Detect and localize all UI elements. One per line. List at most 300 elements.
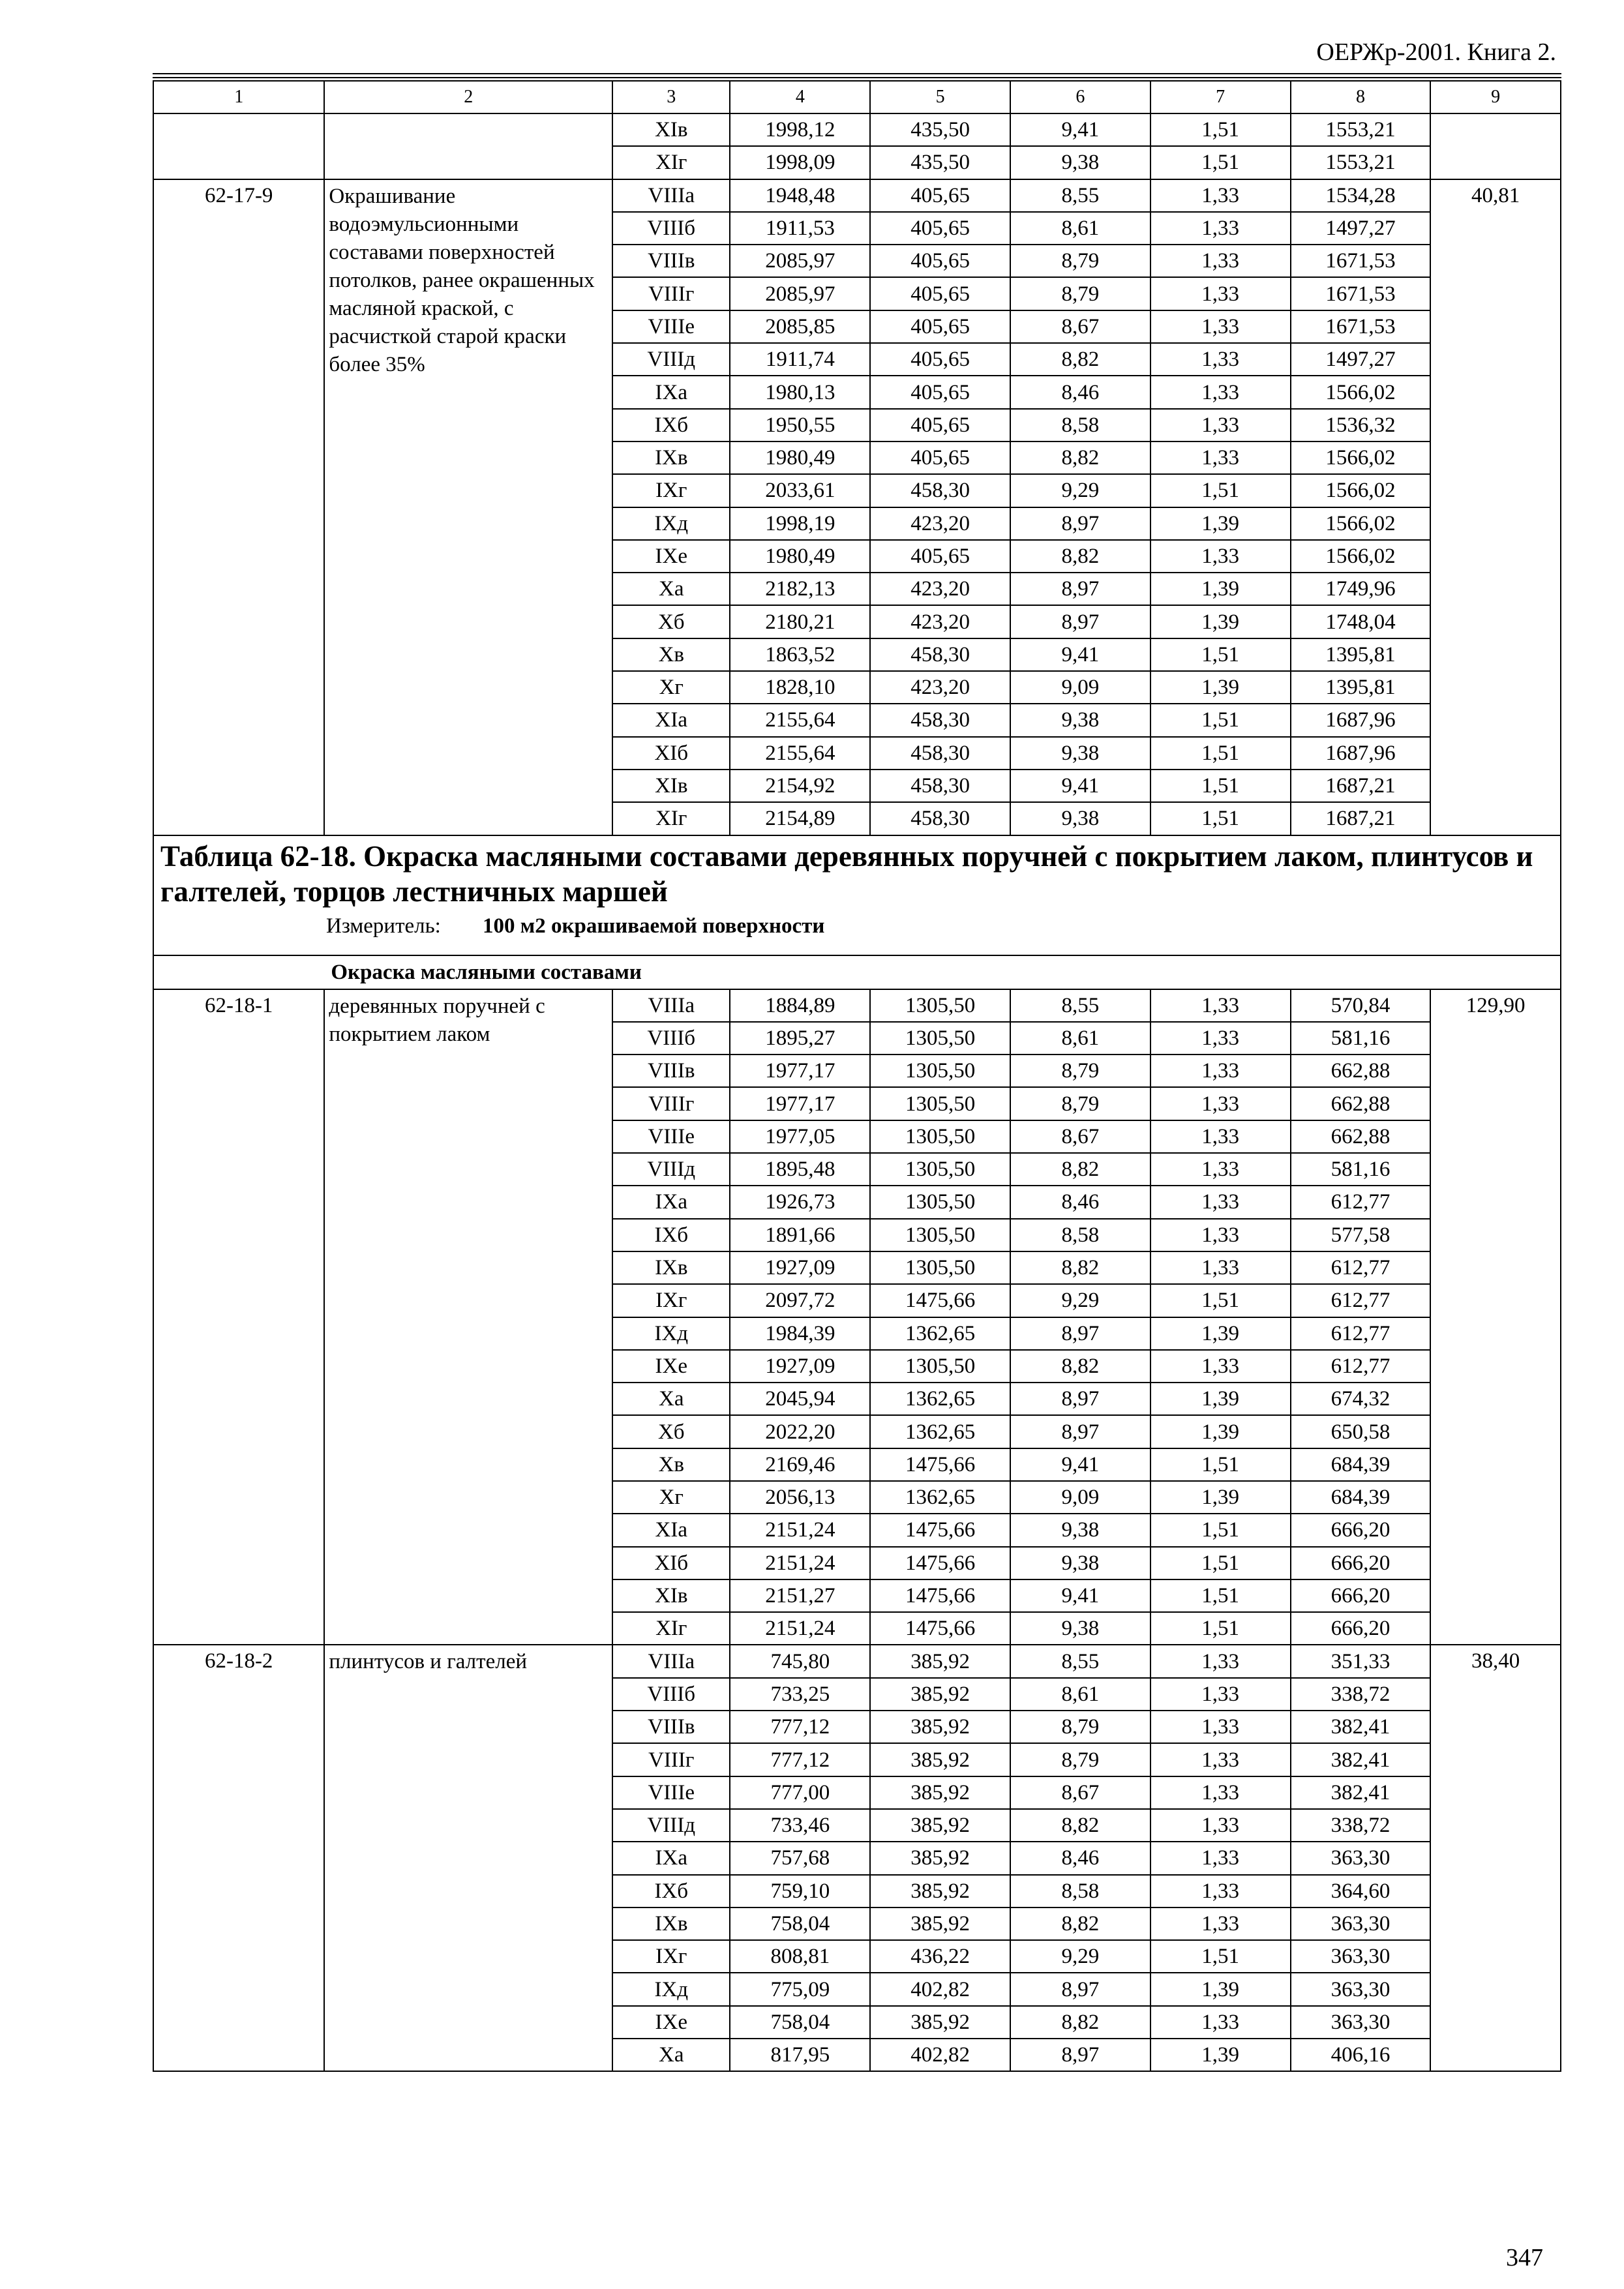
value-cell: 8,79 <box>1010 1743 1150 1776</box>
value-cell: 1,33 <box>1150 1743 1291 1776</box>
value-cell: 1305,50 <box>870 1087 1010 1120</box>
value-cell: 8,58 <box>1010 1219 1150 1251</box>
value-cell: 2045,94 <box>730 1383 870 1415</box>
zone-cell: VIIIв <box>612 1711 730 1743</box>
code-cell: 62-17-9 <box>153 179 324 835</box>
value-cell: 9,09 <box>1010 671 1150 704</box>
section-spacer <box>153 955 324 989</box>
value-cell: 2085,97 <box>730 277 870 310</box>
zone-cell: XIб <box>612 1547 730 1579</box>
value-cell: 405,65 <box>870 277 1010 310</box>
zone-cell: XIб <box>612 737 730 770</box>
value-cell: 385,92 <box>870 1809 1010 1842</box>
column-number: 5 <box>870 81 1010 113</box>
value-cell: 2097,72 <box>730 1284 870 1317</box>
value-cell: 650,58 <box>1291 1415 1431 1448</box>
value-cell: 8,82 <box>1010 1908 1150 1940</box>
value-cell: 1980,13 <box>730 376 870 408</box>
zone-cell: VIIIб <box>612 1678 730 1711</box>
value-cell: 9,29 <box>1010 1940 1150 1973</box>
table-title: Таблица 62-18. Окраска масляными составами деревянных поручней с покрытием лаком, плинтусов и галтелей, торцов лестничных маршей <box>160 839 1533 908</box>
value-cell: 1950,55 <box>730 409 870 441</box>
zone-cell: Xг <box>612 671 730 704</box>
value-cell: 2182,13 <box>730 573 870 605</box>
value-cell: 1927,09 <box>730 1251 870 1284</box>
value-cell: 1,51 <box>1150 1448 1291 1481</box>
value-cell: 1,51 <box>1150 1612 1291 1645</box>
value-cell: 405,65 <box>870 540 1010 573</box>
value-cell: 1671,53 <box>1291 277 1431 310</box>
zone-cell: XIа <box>612 704 730 736</box>
value-cell: 1671,53 <box>1291 245 1431 277</box>
name-cell: Окрашивание водоэмульсионными составами поверхностей потолков, ранее окрашенных масляной краской, с расчисткой старой краски более 35% <box>324 179 612 835</box>
value-cell: 1,33 <box>1150 1809 1291 1842</box>
value-cell: 423,20 <box>870 507 1010 540</box>
value-cell: 8,79 <box>1010 1711 1150 1743</box>
value-cell: 8,55 <box>1010 1645 1150 1677</box>
zone-cell: Xа <box>612 2039 730 2071</box>
value-cell: 759,10 <box>730 1875 870 1908</box>
value-cell: 1911,53 <box>730 212 870 245</box>
page-number: 347 <box>1506 2244 1543 2271</box>
value-cell: 1475,66 <box>870 1284 1010 1317</box>
value-cell: 1,33 <box>1150 1678 1291 1711</box>
zone-cell: VIIIе <box>612 1776 730 1809</box>
value-cell: 612,77 <box>1291 1186 1431 1218</box>
value-cell: 1977,17 <box>730 1087 870 1120</box>
value-cell: 363,30 <box>1291 1940 1431 1973</box>
value-cell: 612,77 <box>1291 1284 1431 1317</box>
value-cell: 1,39 <box>1150 1973 1291 2005</box>
value-cell: 458,30 <box>870 737 1010 770</box>
norms-table-container <box>153 80 1561 2072</box>
value-cell: 1,33 <box>1150 1645 1291 1677</box>
value-cell: 1,39 <box>1150 507 1291 540</box>
value-cell: 1,33 <box>1150 376 1291 408</box>
value-cell: 385,92 <box>870 2006 1010 2039</box>
value-cell: 1497,27 <box>1291 343 1431 376</box>
value-cell: 1305,50 <box>870 1022 1010 1055</box>
value-cell: 1,33 <box>1150 409 1291 441</box>
value-cell: 385,92 <box>870 1776 1010 1809</box>
value-cell: 1553,21 <box>1291 113 1431 146</box>
value-cell: 8,82 <box>1010 1153 1150 1186</box>
value-cell: 662,88 <box>1291 1087 1431 1120</box>
name-cell-empty <box>324 113 612 179</box>
value-cell: 1,33 <box>1150 1711 1291 1743</box>
value-cell: 9,38 <box>1010 146 1150 179</box>
value-cell: 8,97 <box>1010 573 1150 605</box>
zone-cell: VIIIб <box>612 212 730 245</box>
value-cell: 385,92 <box>870 1678 1010 1711</box>
value-cell: 1,33 <box>1150 1842 1291 1874</box>
table-row <box>153 179 1561 212</box>
value-cell: 1980,49 <box>730 540 870 573</box>
column-number: 7 <box>1150 81 1291 113</box>
value-cell: 1305,50 <box>870 1120 1010 1153</box>
value-cell: 458,30 <box>870 704 1010 736</box>
value-cell: 1566,02 <box>1291 540 1431 573</box>
name-cell: плинтусов и галтелей <box>324 1645 612 2071</box>
value-cell: 2085,97 <box>730 245 870 277</box>
zone-cell: VIIIг <box>612 1743 730 1776</box>
table-title-row <box>153 835 1561 955</box>
value-cell: 8,97 <box>1010 1973 1150 2005</box>
value-cell: 385,92 <box>870 1645 1010 1677</box>
value-cell: 405,65 <box>870 376 1010 408</box>
zone-cell: IXд <box>612 1973 730 2005</box>
value-cell: 405,65 <box>870 245 1010 277</box>
value-cell: 2022,20 <box>730 1415 870 1448</box>
value-cell: 1566,02 <box>1291 474 1431 507</box>
value-cell: 1,39 <box>1150 605 1291 638</box>
zone-cell: VIIIб <box>612 1022 730 1055</box>
value-cell: 1927,09 <box>730 1350 870 1383</box>
value-cell: 382,41 <box>1291 1743 1431 1776</box>
value-cell: 2151,24 <box>730 1514 870 1546</box>
value-cell: 612,77 <box>1291 1317 1431 1350</box>
value-cell: 758,04 <box>730 1908 870 1940</box>
value-cell: 9,38 <box>1010 1514 1150 1546</box>
value-cell: 1,39 <box>1150 1383 1291 1415</box>
value-cell: 1,33 <box>1150 1153 1291 1186</box>
value-cell: 1534,28 <box>1291 179 1431 212</box>
value-cell: 581,16 <box>1291 1153 1431 1186</box>
value-cell: 8,61 <box>1010 1678 1150 1711</box>
value-cell: 777,12 <box>730 1743 870 1776</box>
value-cell: 385,92 <box>870 1842 1010 1874</box>
zone-cell: XIг <box>612 802 730 835</box>
value-cell: 612,77 <box>1291 1251 1431 1284</box>
value-cell: 1395,81 <box>1291 671 1431 704</box>
value-cell: 1,51 <box>1150 802 1291 835</box>
code-cell: 62-18-1 <box>153 989 324 1645</box>
value-cell: 363,30 <box>1291 2006 1431 2039</box>
zone-cell: IXб <box>612 1875 730 1908</box>
value-cell: 385,92 <box>870 1743 1010 1776</box>
value-cell: 1305,50 <box>870 1350 1010 1383</box>
zone-cell: IXа <box>612 376 730 408</box>
zone-cell: IXд <box>612 1317 730 1350</box>
measure-value: 100 м2 окрашиваемой поверхности <box>483 914 825 938</box>
value-cell: 1998,12 <box>730 113 870 146</box>
value-cell: 775,09 <box>730 1973 870 2005</box>
value-cell: 8,82 <box>1010 540 1150 573</box>
value-cell: 8,58 <box>1010 1875 1150 1908</box>
value-cell: 405,65 <box>870 212 1010 245</box>
column-number: 4 <box>730 81 870 113</box>
value-cell: 1884,89 <box>730 989 870 1022</box>
zone-cell: VIIIд <box>612 1153 730 1186</box>
value-cell: 8,97 <box>1010 2039 1150 2071</box>
value-cell: 2085,85 <box>730 310 870 343</box>
value-cell: 1,33 <box>1150 343 1291 376</box>
value-cell: 2033,61 <box>730 474 870 507</box>
value-cell: 2151,24 <box>730 1612 870 1645</box>
value-cell: 1687,21 <box>1291 802 1431 835</box>
index-cell: 129,90 <box>1430 989 1561 1645</box>
zone-cell: IXг <box>612 1940 730 1973</box>
zone-cell: Xб <box>612 1415 730 1448</box>
value-cell: 458,30 <box>870 802 1010 835</box>
value-cell: 8,82 <box>1010 1251 1150 1284</box>
value-cell: 8,58 <box>1010 409 1150 441</box>
value-cell: 674,32 <box>1291 1383 1431 1415</box>
value-cell: 364,60 <box>1291 1875 1431 1908</box>
value-cell: 2155,64 <box>730 704 870 736</box>
value-cell: 2154,92 <box>730 770 870 802</box>
value-cell: 1,51 <box>1150 1940 1291 1973</box>
value-cell: 382,41 <box>1291 1711 1431 1743</box>
value-cell: 351,33 <box>1291 1645 1431 1677</box>
value-cell: 405,65 <box>870 179 1010 212</box>
value-cell: 1863,52 <box>730 638 870 671</box>
value-cell: 1566,02 <box>1291 441 1431 474</box>
value-cell: 458,30 <box>870 770 1010 802</box>
value-cell: 1,51 <box>1150 474 1291 507</box>
value-cell: 684,39 <box>1291 1448 1431 1481</box>
value-cell: 2151,27 <box>730 1579 870 1612</box>
value-cell: 662,88 <box>1291 1120 1431 1153</box>
value-cell: 8,55 <box>1010 179 1150 212</box>
value-cell: 405,65 <box>870 310 1010 343</box>
value-cell: 423,20 <box>870 671 1010 704</box>
value-cell: 406,16 <box>1291 2039 1431 2071</box>
value-cell: 1,33 <box>1150 1219 1291 1251</box>
value-cell: 1,51 <box>1150 146 1291 179</box>
zone-cell: XIг <box>612 1612 730 1645</box>
value-cell: 1980,49 <box>730 441 870 474</box>
value-cell: 8,79 <box>1010 277 1150 310</box>
value-cell: 1,33 <box>1150 1186 1291 1218</box>
norms-table <box>153 80 1561 2072</box>
table-row <box>153 1645 1561 1677</box>
zone-cell: IXб <box>612 409 730 441</box>
value-cell: 9,38 <box>1010 704 1150 736</box>
value-cell: 9,38 <box>1010 1612 1150 1645</box>
value-cell: 777,12 <box>730 1711 870 1743</box>
value-cell: 808,81 <box>730 1940 870 1973</box>
zone-cell: Xа <box>612 1383 730 1415</box>
zone-cell: IXв <box>612 1251 730 1284</box>
value-cell: 666,20 <box>1291 1579 1431 1612</box>
value-cell: 9,41 <box>1010 638 1150 671</box>
value-cell: 1475,66 <box>870 1448 1010 1481</box>
zone-cell: XIа <box>612 1514 730 1546</box>
value-cell: 1566,02 <box>1291 376 1431 408</box>
zone-cell: IXе <box>612 540 730 573</box>
value-cell: 1828,10 <box>730 671 870 704</box>
value-cell: 8,67 <box>1010 310 1150 343</box>
index-cell: 38,40 <box>1430 1645 1561 2071</box>
value-cell: 1998,19 <box>730 507 870 540</box>
value-cell: 1,33 <box>1150 1350 1291 1383</box>
value-cell: 1,51 <box>1150 770 1291 802</box>
zone-cell: Xг <box>612 1481 730 1514</box>
value-cell: 1,39 <box>1150 1317 1291 1350</box>
value-cell: 405,65 <box>870 441 1010 474</box>
value-cell: 9,09 <box>1010 1481 1150 1514</box>
value-cell: 1,33 <box>1150 1908 1291 1940</box>
value-cell: 1,39 <box>1150 671 1291 704</box>
code-cell: 62-18-2 <box>153 1645 324 2071</box>
zone-cell: IXв <box>612 1908 730 1940</box>
value-cell: 1,33 <box>1150 1055 1291 1087</box>
value-cell: 9,41 <box>1010 1579 1150 1612</box>
value-cell: 1671,53 <box>1291 310 1431 343</box>
value-cell: 1,33 <box>1150 1087 1291 1120</box>
table-row <box>153 989 1561 1022</box>
zone-cell: VIIIд <box>612 343 730 376</box>
value-cell: 1536,32 <box>1291 409 1431 441</box>
zone-cell: XIг <box>612 146 730 179</box>
value-cell: 363,30 <box>1291 1908 1431 1940</box>
value-cell: 733,46 <box>730 1809 870 1842</box>
value-cell: 8,97 <box>1010 1317 1150 1350</box>
value-cell: 1948,48 <box>730 179 870 212</box>
value-cell: 1,51 <box>1150 704 1291 736</box>
value-cell: 570,84 <box>1291 989 1431 1022</box>
value-cell: 1362,65 <box>870 1415 1010 1448</box>
zone-cell: Xв <box>612 1448 730 1481</box>
value-cell: 9,41 <box>1010 113 1150 146</box>
zone-cell: VIIIа <box>612 1645 730 1677</box>
value-cell: 385,92 <box>870 1908 1010 1940</box>
value-cell: 1305,50 <box>870 989 1010 1022</box>
value-cell: 1,33 <box>1150 179 1291 212</box>
value-cell: 8,97 <box>1010 605 1150 638</box>
value-cell: 8,46 <box>1010 1842 1150 1874</box>
value-cell: 1,39 <box>1150 573 1291 605</box>
value-cell: 1911,74 <box>730 343 870 376</box>
value-cell: 8,82 <box>1010 1809 1150 1842</box>
value-cell: 817,95 <box>730 2039 870 2071</box>
zone-cell: IXг <box>612 1284 730 1317</box>
zone-cell: IXа <box>612 1186 730 1218</box>
value-cell: 1362,65 <box>870 1317 1010 1350</box>
value-cell: 402,82 <box>870 2039 1010 2071</box>
zone-cell: VIIIе <box>612 310 730 343</box>
zone-cell: Xа <box>612 573 730 605</box>
value-cell: 1,51 <box>1150 638 1291 671</box>
section-title-row <box>153 955 1561 989</box>
value-cell: 436,22 <box>870 1940 1010 1973</box>
value-cell: 1,33 <box>1150 212 1291 245</box>
value-cell: 435,50 <box>870 146 1010 179</box>
value-cell: 1,33 <box>1150 245 1291 277</box>
value-cell: 1475,66 <box>870 1612 1010 1645</box>
value-cell: 2155,64 <box>730 737 870 770</box>
section-title: Окраска масляными составами <box>324 955 1561 989</box>
value-cell: 1895,48 <box>730 1153 870 1186</box>
value-cell: 8,79 <box>1010 1055 1150 1087</box>
value-cell: 1,51 <box>1150 1514 1291 1546</box>
value-cell: 666,20 <box>1291 1612 1431 1645</box>
zone-cell: IXе <box>612 2006 730 2039</box>
value-cell: 2154,89 <box>730 802 870 835</box>
value-cell: 2180,21 <box>730 605 870 638</box>
value-cell: 2169,46 <box>730 1448 870 1481</box>
zone-cell: Xб <box>612 605 730 638</box>
column-number: 8 <box>1291 81 1431 113</box>
zone-cell: VIIIв <box>612 245 730 277</box>
value-cell: 1,51 <box>1150 1579 1291 1612</box>
zone-cell: VIIIг <box>612 277 730 310</box>
value-cell: 8,82 <box>1010 2006 1150 2039</box>
column-number: 3 <box>612 81 730 113</box>
zone-cell: IXв <box>612 441 730 474</box>
column-number: 6 <box>1010 81 1150 113</box>
value-cell: 581,16 <box>1291 1022 1431 1055</box>
value-cell: 1,33 <box>1150 540 1291 573</box>
zone-cell: VIIIа <box>612 179 730 212</box>
header-rule <box>153 73 1561 74</box>
value-cell: 1,33 <box>1150 1120 1291 1153</box>
value-cell: 1687,21 <box>1291 770 1431 802</box>
zone-cell: IXб <box>612 1219 730 1251</box>
value-cell: 1,51 <box>1150 113 1291 146</box>
value-cell: 8,97 <box>1010 1383 1150 1415</box>
running-header: ОЕРЖр-2001. Книга 2. <box>1316 38 1556 66</box>
zone-cell: IXа <box>612 1842 730 1874</box>
value-cell: 9,41 <box>1010 770 1150 802</box>
zone-cell: VIIIа <box>612 989 730 1022</box>
zone-cell: IXд <box>612 507 730 540</box>
value-cell: 1305,50 <box>870 1153 1010 1186</box>
value-cell: 338,72 <box>1291 1678 1431 1711</box>
column-number: 1 <box>153 81 324 113</box>
value-cell: 8,97 <box>1010 507 1150 540</box>
measure-label: Измеритель: <box>326 914 441 938</box>
value-cell: 1,33 <box>1150 1875 1291 1908</box>
value-cell: 458,30 <box>870 474 1010 507</box>
index-cell: 40,81 <box>1430 179 1561 835</box>
value-cell: 1687,96 <box>1291 737 1431 770</box>
value-cell: 8,79 <box>1010 1087 1150 1120</box>
header-rule <box>153 77 1561 78</box>
value-cell: 1566,02 <box>1291 507 1431 540</box>
value-cell: 363,30 <box>1291 1973 1431 2005</box>
value-cell: 1998,09 <box>730 146 870 179</box>
value-cell: 1,33 <box>1150 310 1291 343</box>
value-cell: 612,77 <box>1291 1350 1431 1383</box>
value-cell: 1,33 <box>1150 1251 1291 1284</box>
value-cell: 757,68 <box>730 1842 870 1874</box>
value-cell: 666,20 <box>1291 1514 1431 1546</box>
value-cell: 423,20 <box>870 573 1010 605</box>
zone-cell: VIIIе <box>612 1120 730 1153</box>
code-cell-empty <box>153 113 324 179</box>
value-cell: 8,55 <box>1010 989 1150 1022</box>
value-cell: 405,65 <box>870 409 1010 441</box>
value-cell: 1305,50 <box>870 1251 1010 1284</box>
table-row <box>153 113 1561 146</box>
value-cell: 8,67 <box>1010 1776 1150 1809</box>
value-cell: 662,88 <box>1291 1055 1431 1087</box>
value-cell: 1977,05 <box>730 1120 870 1153</box>
value-cell: 1,33 <box>1150 2006 1291 2039</box>
value-cell: 1,33 <box>1150 277 1291 310</box>
zone-cell: XIв <box>612 1579 730 1612</box>
value-cell: 1362,65 <box>870 1481 1010 1514</box>
zone-cell: VIIIг <box>612 1087 730 1120</box>
value-cell: 1749,96 <box>1291 573 1431 605</box>
value-cell: 1895,27 <box>730 1022 870 1055</box>
value-cell: 8,61 <box>1010 1022 1150 1055</box>
value-cell: 1748,04 <box>1291 605 1431 638</box>
value-cell: 777,00 <box>730 1776 870 1809</box>
column-number: 9 <box>1430 81 1561 113</box>
